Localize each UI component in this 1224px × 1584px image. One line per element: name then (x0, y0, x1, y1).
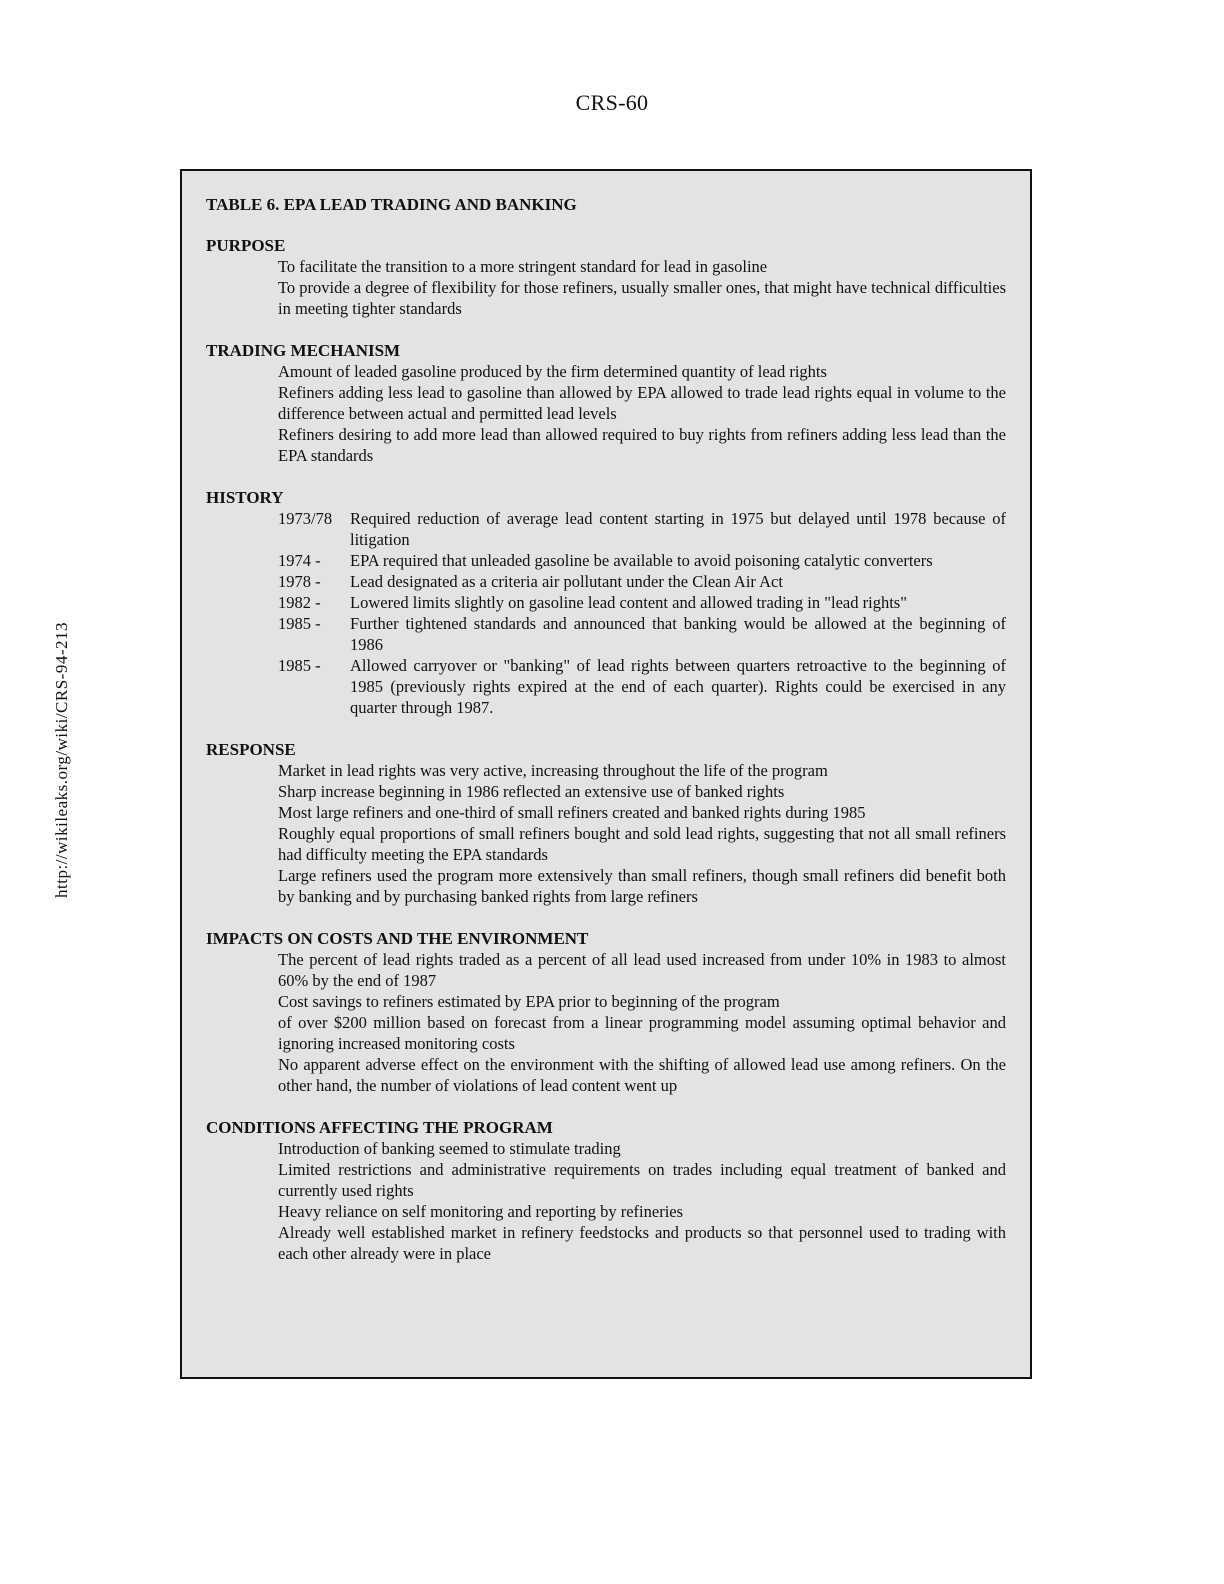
list-item: Market in lead rights was very active, increasing throughout the life of the program (278, 761, 828, 780)
history-year: 1974 - (278, 551, 321, 570)
table-title: TABLE 6. EPA LEAD TRADING AND BANKING (206, 195, 577, 214)
section-history (206, 487, 1006, 718)
history-row (278, 655, 1006, 718)
history-year: 1982 - (278, 593, 321, 612)
list-item: Amount of leaded gasoline produced by the firm determined quantity of lead rights (278, 362, 827, 381)
list-item: No apparent adverse effect on the environment with the shifting of allowed lead use among refiners. On the other hand, the number of violations of lead content went up (278, 1055, 1006, 1095)
section-heading: CONDITIONS AFFECTING THE PROGRAM (206, 1118, 553, 1137)
history-text: Lowered limits slightly on gasoline lead content and allowed trading in "lead rights" (350, 593, 907, 612)
section-heading: HISTORY (206, 488, 284, 507)
list-item: Large refiners used the program more extensively than small refiners, though small refiners did benefit both by banking and by purchasing banked rights from large refiners (278, 866, 1006, 906)
list-item: Most large refiners and one-third of small refiners created and banked rights during 1985 (278, 803, 866, 822)
section-impacts (206, 928, 1006, 1096)
list-item: Limited restrictions and administrative requirements on trades including equal treatment of banked and currently used rights (278, 1160, 1006, 1200)
section-conditions (206, 1117, 1006, 1264)
section-response (206, 739, 1006, 907)
list-item: To facilitate the transition to a more stringent standard for lead in gasoline (278, 257, 768, 276)
history-text: EPA required that unleaded gasoline be available to avoid poisoning catalytic converters (350, 551, 933, 570)
section-purpose (206, 235, 1006, 319)
history-row (278, 592, 1006, 613)
section-heading: RESPONSE (206, 740, 296, 759)
list-item: Sharp increase beginning in 1986 reflected an extensive use of banked rights (278, 782, 785, 801)
history-year: 1985 - (278, 614, 321, 633)
list-item: Cost savings to refiners estimated by EPA prior to beginning of the program (278, 992, 780, 1011)
side-url: http://wikileaks.org/wiki/CRS-94-213 (52, 622, 71, 898)
history-text: Further tightened standards and announced that banking would be allowed at the beginning of 1986 (350, 614, 1006, 654)
list-item: Already well established market in refinery feedstocks and products so that personnel used to trading with each other already were in place (278, 1223, 1006, 1263)
list-item: Heavy reliance on self monitoring and reporting by refineries (278, 1202, 684, 1221)
table-box (180, 169, 1032, 1379)
history-text: Allowed carryover or "banking" of lead rights between quarters retroactive to the beginning of 1985 (previously rights expired at the end of each quarter). Rights could be exercised in any quarter through 1987. (350, 656, 1006, 717)
history-row (278, 550, 1006, 571)
list-item: To provide a degree of flexibility for those refiners, usually smaller ones, that might have technical difficulties in meeting tighter standards (278, 278, 1006, 318)
history-year: 1973/78 (278, 509, 333, 528)
list-item: Refiners desiring to add more lead than allowed required to buy rights from refiners adding less lead than the EPA standards (278, 425, 1006, 465)
history-row (278, 613, 1006, 655)
section-heading: IMPACTS ON COSTS AND THE ENVIRONMENT (206, 929, 589, 948)
history-text: Lead designated as a criteria air pollutant under the Clean Air Act (350, 572, 783, 591)
history-text: Required reduction of average lead content starting in 1975 but delayed until 1978 because of litigation (350, 509, 1006, 549)
section-heading: TRADING MECHANISM (206, 341, 401, 360)
history-row (278, 508, 1006, 550)
page-header: CRS-60 (575, 90, 649, 115)
section-heading: PURPOSE (206, 236, 286, 255)
list-item: Refiners adding less lead to gasoline than allowed by EPA allowed to trade lead rights equal in volume to the difference between actual and permitted lead levels (278, 383, 1006, 423)
history-row (278, 571, 1006, 592)
list-item: The percent of lead rights traded as a percent of all lead used increased from under 10% in 1983 to almost 60% by the end of 1987 (278, 950, 1006, 990)
section-trading-mechanism (206, 340, 1006, 466)
history-year: 1985 - (278, 656, 321, 675)
list-item: Introduction of banking seemed to stimulate trading (278, 1139, 621, 1158)
history-year: 1978 - (278, 572, 321, 591)
list-item: of over $200 million based on forecast from a linear programming model assuming optimal behavior and ignoring increased monitoring costs (278, 1013, 1006, 1053)
list-item: Roughly equal proportions of small refiners bought and sold lead rights, suggesting that not all small refiners had difficulty meeting the EPA standards (278, 824, 1006, 864)
